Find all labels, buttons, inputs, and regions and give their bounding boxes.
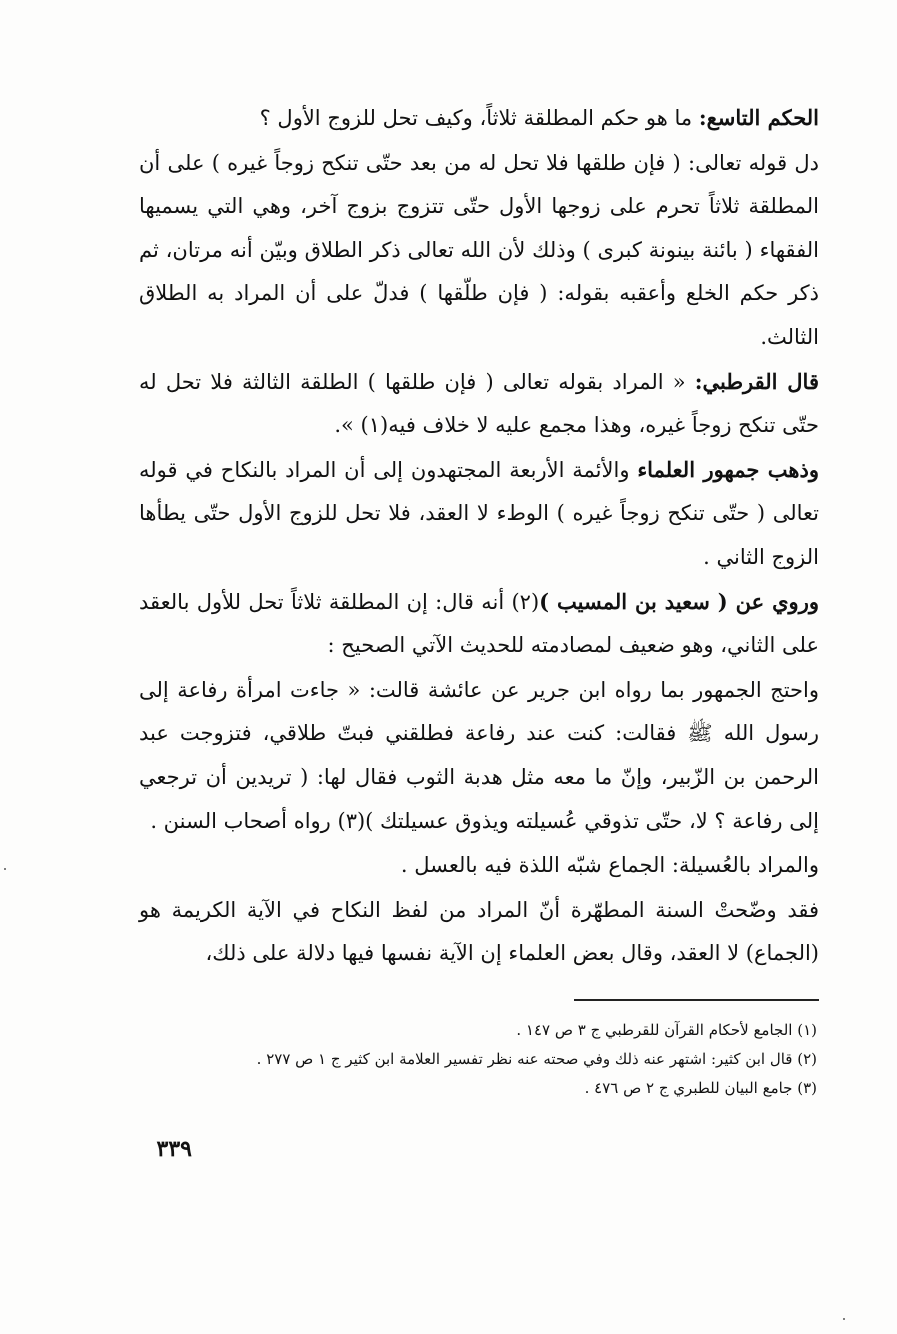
paragraph-1 <box>139 141 819 360</box>
scan-speck <box>843 1318 845 1320</box>
paragraph-lead: قال القرطبي: <box>694 368 819 394</box>
footnote-3: (٣) جامع البيان للطبري ج ٢ ص ٤٧٦ . <box>584 1079 817 1097</box>
paragraph-2 <box>139 360 819 448</box>
footnotes <box>137 1016 817 1103</box>
heading-label: الحكم التاسع: <box>698 105 819 130</box>
paragraph-text: والمراد بالعُسيلة: الجماع شبّه اللذة فيه بالعسل . <box>400 853 819 878</box>
paragraph-lead: وروي عن ( سعيد بن المسيب ) <box>539 588 819 614</box>
paragraph-5 <box>139 668 819 843</box>
heading-text: ما هو حكم المطلقة ثلاثاً، وكيف تحل للزوج الأول ؟ <box>259 106 699 130</box>
paragraph-text: دل قوله تعالى: ( فإن طلقها فلا تحل له من بعد حتّى تنكح زوجاً غيره ) على أن المطلقة ثلاثاً تحرم على زوجها الأول حتّى تتزوج بزوج آخر، وهي التي يسميها الفقهاء ( بائنة بينونة كبرى ) وذلك لأن الله تعالى ذكر الطلاق وبيّن أنه مرتان، ثم ذكر حكم الخلع وأعقبه بقوله: ( فإن طلّقها ) فدلّ على أن المراد به الطلاق الثالث. <box>139 150 819 349</box>
scan-speck <box>4 868 6 870</box>
footnote-divider <box>574 999 819 1001</box>
paragraph-text: فقد وضّحتْ السنة المطهّرة أنّ المراد من لفظ النكاح في الآية الكريمة هو (الجماع) لا العقد، وقال بعض العلماء إن الآية نفسها فيها دلالة على ذلك، <box>139 897 819 966</box>
page-number: ٣٣٩ <box>156 1136 192 1162</box>
footnote-1: (١) الجامع لأحكام القرآن للقرطبي ج ٣ ص ١٤٧ . <box>516 1021 817 1039</box>
paragraph-text: واحتج الجمهور بما رواه ابن جرير عن عائشة قالت: « جاءت امرأة رفاعة إلى رسول الله ﷺ فقالت: كنت عند رفاعة فطلقني فبتّ طلاقي، فتزوجت عبد الرحمن بن الزّبير، وإنّ ما معه مثل هدبة الثوب فقال لها: ( تريدين أن ترجعي إلى رفاعة ؟ لا، حتّى تذوقي عُسيلته ويذوق عسيلتك )(٣) رواه أصحاب السنن . <box>139 677 819 833</box>
footnote-2: (٢) قال ابن كثير: اشتهر عنه ذلك وفي صحته عنه نظر تفسير العلامة ابن كثير ج ١ ص ٢٧٧ . <box>256 1050 817 1068</box>
paragraph-text: « المراد بقوله تعالى ( فإن طلقها ) الطلقة الثالثة فلا تحل له حتّى تنكح زوجاً غيره، وهذا مجمع عليه لا خلاف فيه(١) ». <box>139 369 819 438</box>
paragraph-text: (٢) أنه قال: إن المطلقة ثلاثاً تحل للأول بالعقد على الثاني، وهو ضعيف لمصادمته للحديث الآتي الصحيح : <box>139 589 819 658</box>
section-heading <box>139 96 819 141</box>
main-text-body <box>139 96 819 976</box>
paragraph-3 <box>139 448 819 580</box>
paragraph-4 <box>139 580 819 668</box>
paragraph-6 <box>139 843 819 888</box>
paragraph-lead: وذهب جمهور العلماء <box>637 456 819 482</box>
paragraph-text: والأئمة الأربعة المجتهدون إلى أن المراد بالنكاح في قوله تعالى ( حتّى تنكح زوجاً غيره ) الوطء لا العقد، فلا تحل للزوج الأول حتّى يطأها الزوج الثاني . <box>139 457 819 569</box>
paragraph-7 <box>139 888 819 976</box>
